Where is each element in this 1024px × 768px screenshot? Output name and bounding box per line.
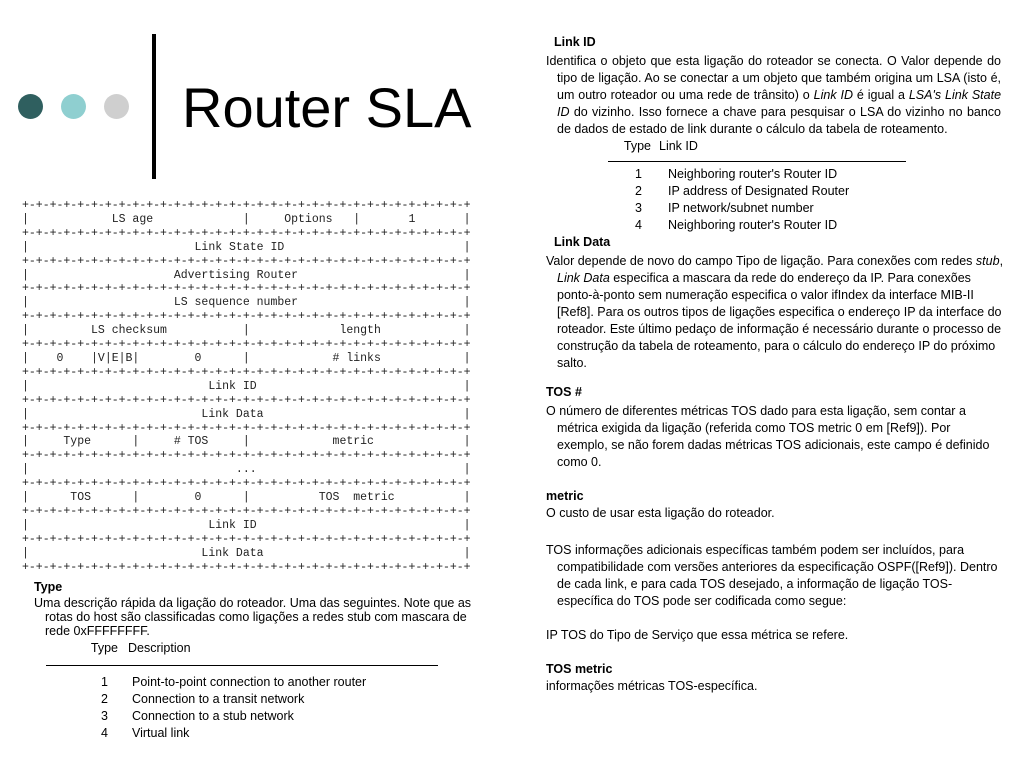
link-data-text-c: , xyxy=(999,254,1004,268)
row-number: 1 xyxy=(635,167,642,181)
row-description: IP address of Designated Router xyxy=(668,184,850,198)
row-description: Point-to-point connection to another router xyxy=(132,675,367,689)
link-data-text-d: Link Data xyxy=(557,271,610,285)
link-id-table-rule xyxy=(608,161,906,162)
link-id-table-header xyxy=(546,138,1001,155)
row-number: 2 xyxy=(101,692,108,706)
type-description: Uma descrição rápida da ligação do roteador. Uma das seguintes. Note que as rotas do host são classificadas como ligações a redes stub com mascara de rede 0xFFFFFFFF. xyxy=(34,596,472,638)
metric-description: O custo de usar esta ligação do roteador. xyxy=(546,506,775,520)
type-heading: Type xyxy=(34,580,63,594)
title-divider xyxy=(152,34,156,179)
slide-title: Router SLA xyxy=(182,76,472,139)
tos-info-paragraph: TOS informações adicionais específicas também podem ser incluídos, para compatibilidade com versões anteriores da especificação OSPF([Ref9]). Dentro de cada link, e para cada TOS desejado, a informação de ligação TOS-específica do TOS pode ser codificada como segue: xyxy=(546,543,998,608)
row-number: 2 xyxy=(635,184,642,198)
link-id-text-c: é igual a xyxy=(852,88,909,102)
lsa-header-diagram: +-+-+-+-+-+-+-+-+-+-+-+-+-+-+-+-+-+-+-+-+-+-+-+-+-+-+-+-+-+-+-+-+ | LS age | Options | 1 | +-+-+-+-+-+-+-+-+-+-+-+-+-+-+-+-+-+-+-+-+-+-+-+-+-+-+-+-+-+-+-+-+ | Link State ID | +-+-+-+-+-+-+-+-+-+-+-+-+-+-+-+-+-+-+-+-+-+-+-+-+-+-+-+-+-+-+-+-+ | Advertising Router | +-+-+-+-+-+-+-+-+-+-+-+-+-+-+-+-+-+-+-+-+-+-+-+-+-+-+-+-+-+-+-+-+ | LS sequence number | +-+-+-+-+-+-+-+-+-+-+-+-+-+-+-+-+-+-+-+-+-+-+-+-+-+-+-+-+-+-+-+-+ | LS checksum | length | +-+-+-+-+-+-+-+-+-+-+-+-+-+-+-+-+-+-+-+-+-+-+-+-+-+-+-+-+-+-+-+-+ | 0 |V|E|B| 0 | # links | +-+-+-+-+-+-+-+-+-+-+-+-+-+-+-+-+-+-+-+-+-+-+-+-+-+-+-+-+-+-+-+-+ | Link ID | +-+-+-+-+-+-+-+-+-+-+-+-+-+-+-+-+-+-+-+-+-+-+-+-+-+-+-+-+-+-+-+-+ | Link Data | +-+-+-+-+-+-+-+-+-+-+-+-+-+-+-+-+-+-+-+-+-+-+-+-+-+-+-+-+-+-+-+-+ | Type | # TOS | metric | +-+-+-+-+-+-+-+-+-+-+-+-+-+-+-+-+-+-+-+-+-+-+-+-+-+-+-+-+-+-+-+-+ | ... | +-+-+-+-+-+-+-+-+-+-+-+-+-+-+-+-+-+-+-+-+-+-+-+-+-+-+-+-+-+-+-+-+ | TOS | 0 | TOS metric | +-+-+-+-+-+-+-+-+-+-+-+-+-+-+-+-+-+-+-+-+-+-+-+-+-+-+-+-+-+-+-+-+ | Link ID | +-+-+-+-+-+-+-+-+-+-+-+-+-+-+-+-+-+-+-+-+-+-+-+-+-+-+-+-+-+-+-+-+ | Link Data | +-+-+-+-+-+-+-+-+-+-+-+-+-+-+-+-+-+-+-+-+-+-+-+-+-+-+-+-+-+-+-+-+ xyxy=(22,199,471,574)
row-description: Connection to a transit network xyxy=(132,692,305,706)
row-description: Virtual link xyxy=(132,726,190,740)
tos-count-heading: TOS # xyxy=(546,385,582,399)
link-id-table xyxy=(546,166,1001,234)
tos-count-description: O número de diferentes métricas TOS dado para esta ligação, sem contar a métrica exigida da ligação (referida como TOS metric 0 em [Ref9]). Por exemplo, se não forem dadas métricas TOS adicionais, este campo é definido como 0. xyxy=(546,404,990,469)
type-col-header: Type xyxy=(90,641,118,655)
table-row xyxy=(34,674,494,691)
row-number: 3 xyxy=(101,709,108,723)
link-id-text-e: do vizinho. Isso fornece a chave para pesquisar o LSA do vizinho no banco de dados de estado de link durante o cálculo da tabela de roteamento. xyxy=(557,105,1001,136)
link-id-description xyxy=(546,53,1001,138)
link-data-text-a: Valor depende de novo do campo Tipo de ligação. Para conexões com redes xyxy=(546,254,976,268)
table-row xyxy=(546,166,1001,183)
row-number: 4 xyxy=(635,218,642,232)
link-data-text-b: stub xyxy=(975,254,1000,268)
type-section xyxy=(34,579,494,742)
type-table-header xyxy=(34,640,494,657)
link-id-text-d: LSA's Link State ID xyxy=(557,88,1002,119)
row-number: 1 xyxy=(101,675,108,689)
tos-metric-heading: TOS metric xyxy=(546,662,613,676)
table-row xyxy=(546,200,1001,217)
table-row xyxy=(546,217,1001,234)
dot-gray xyxy=(104,94,129,119)
link-id-text-a: Identifica o objeto que esta ligação do roteador se conecta. O Valor depende do tipo de ligação. Ao se conectar a um objeto que também origina um LSA (isto é, um outro roteador ou uma rede de trânsito) o xyxy=(546,54,1001,102)
type-table-rule xyxy=(46,665,438,666)
row-description: Neighboring router's Router ID xyxy=(668,167,838,181)
type-table xyxy=(34,674,494,742)
table-row xyxy=(546,183,1001,200)
link-id-col-header: Link ID xyxy=(659,139,698,153)
metric-heading: metric xyxy=(546,489,584,503)
table-row xyxy=(34,691,494,708)
table-row xyxy=(34,708,494,725)
row-description: IP network/subnet number xyxy=(668,201,814,215)
table-row xyxy=(34,725,494,742)
type-col-header: Type xyxy=(623,139,651,153)
row-number: 4 xyxy=(101,726,108,740)
dot-teal xyxy=(61,94,86,119)
row-number: 3 xyxy=(635,201,642,215)
row-description: Neighboring router's Router ID xyxy=(668,218,838,232)
tos-metric-description: informações métricas TOS-específica. xyxy=(546,679,758,693)
ip-tos-paragraph: IP TOS do Tipo de Serviço que essa métrica se refere. xyxy=(546,628,849,642)
link-data-description xyxy=(546,253,1005,372)
row-description: Connection to a stub network xyxy=(132,709,294,723)
description-col-header: Description xyxy=(128,641,191,655)
dot-dark xyxy=(18,94,43,119)
link-data-heading: Link Data xyxy=(554,235,611,249)
right-column xyxy=(546,34,1004,695)
link-id-text-b: Link ID xyxy=(813,88,853,102)
link-id-heading: Link ID xyxy=(554,35,596,49)
link-data-text-e: especifica a mascara da rede do endereço da IP. Para conexões ponto-à-ponto sem numeração especifica o valor ifIndex da interface MIB-II [Ref8]. Para os outros tipos de ligações especifica o endereço IP da interface do roteador. Este último pedaço de informação é necessário durante o processo de construção da tabela de roteamento, para o cálculo do endereço IP do próximo salto. xyxy=(557,271,1002,370)
